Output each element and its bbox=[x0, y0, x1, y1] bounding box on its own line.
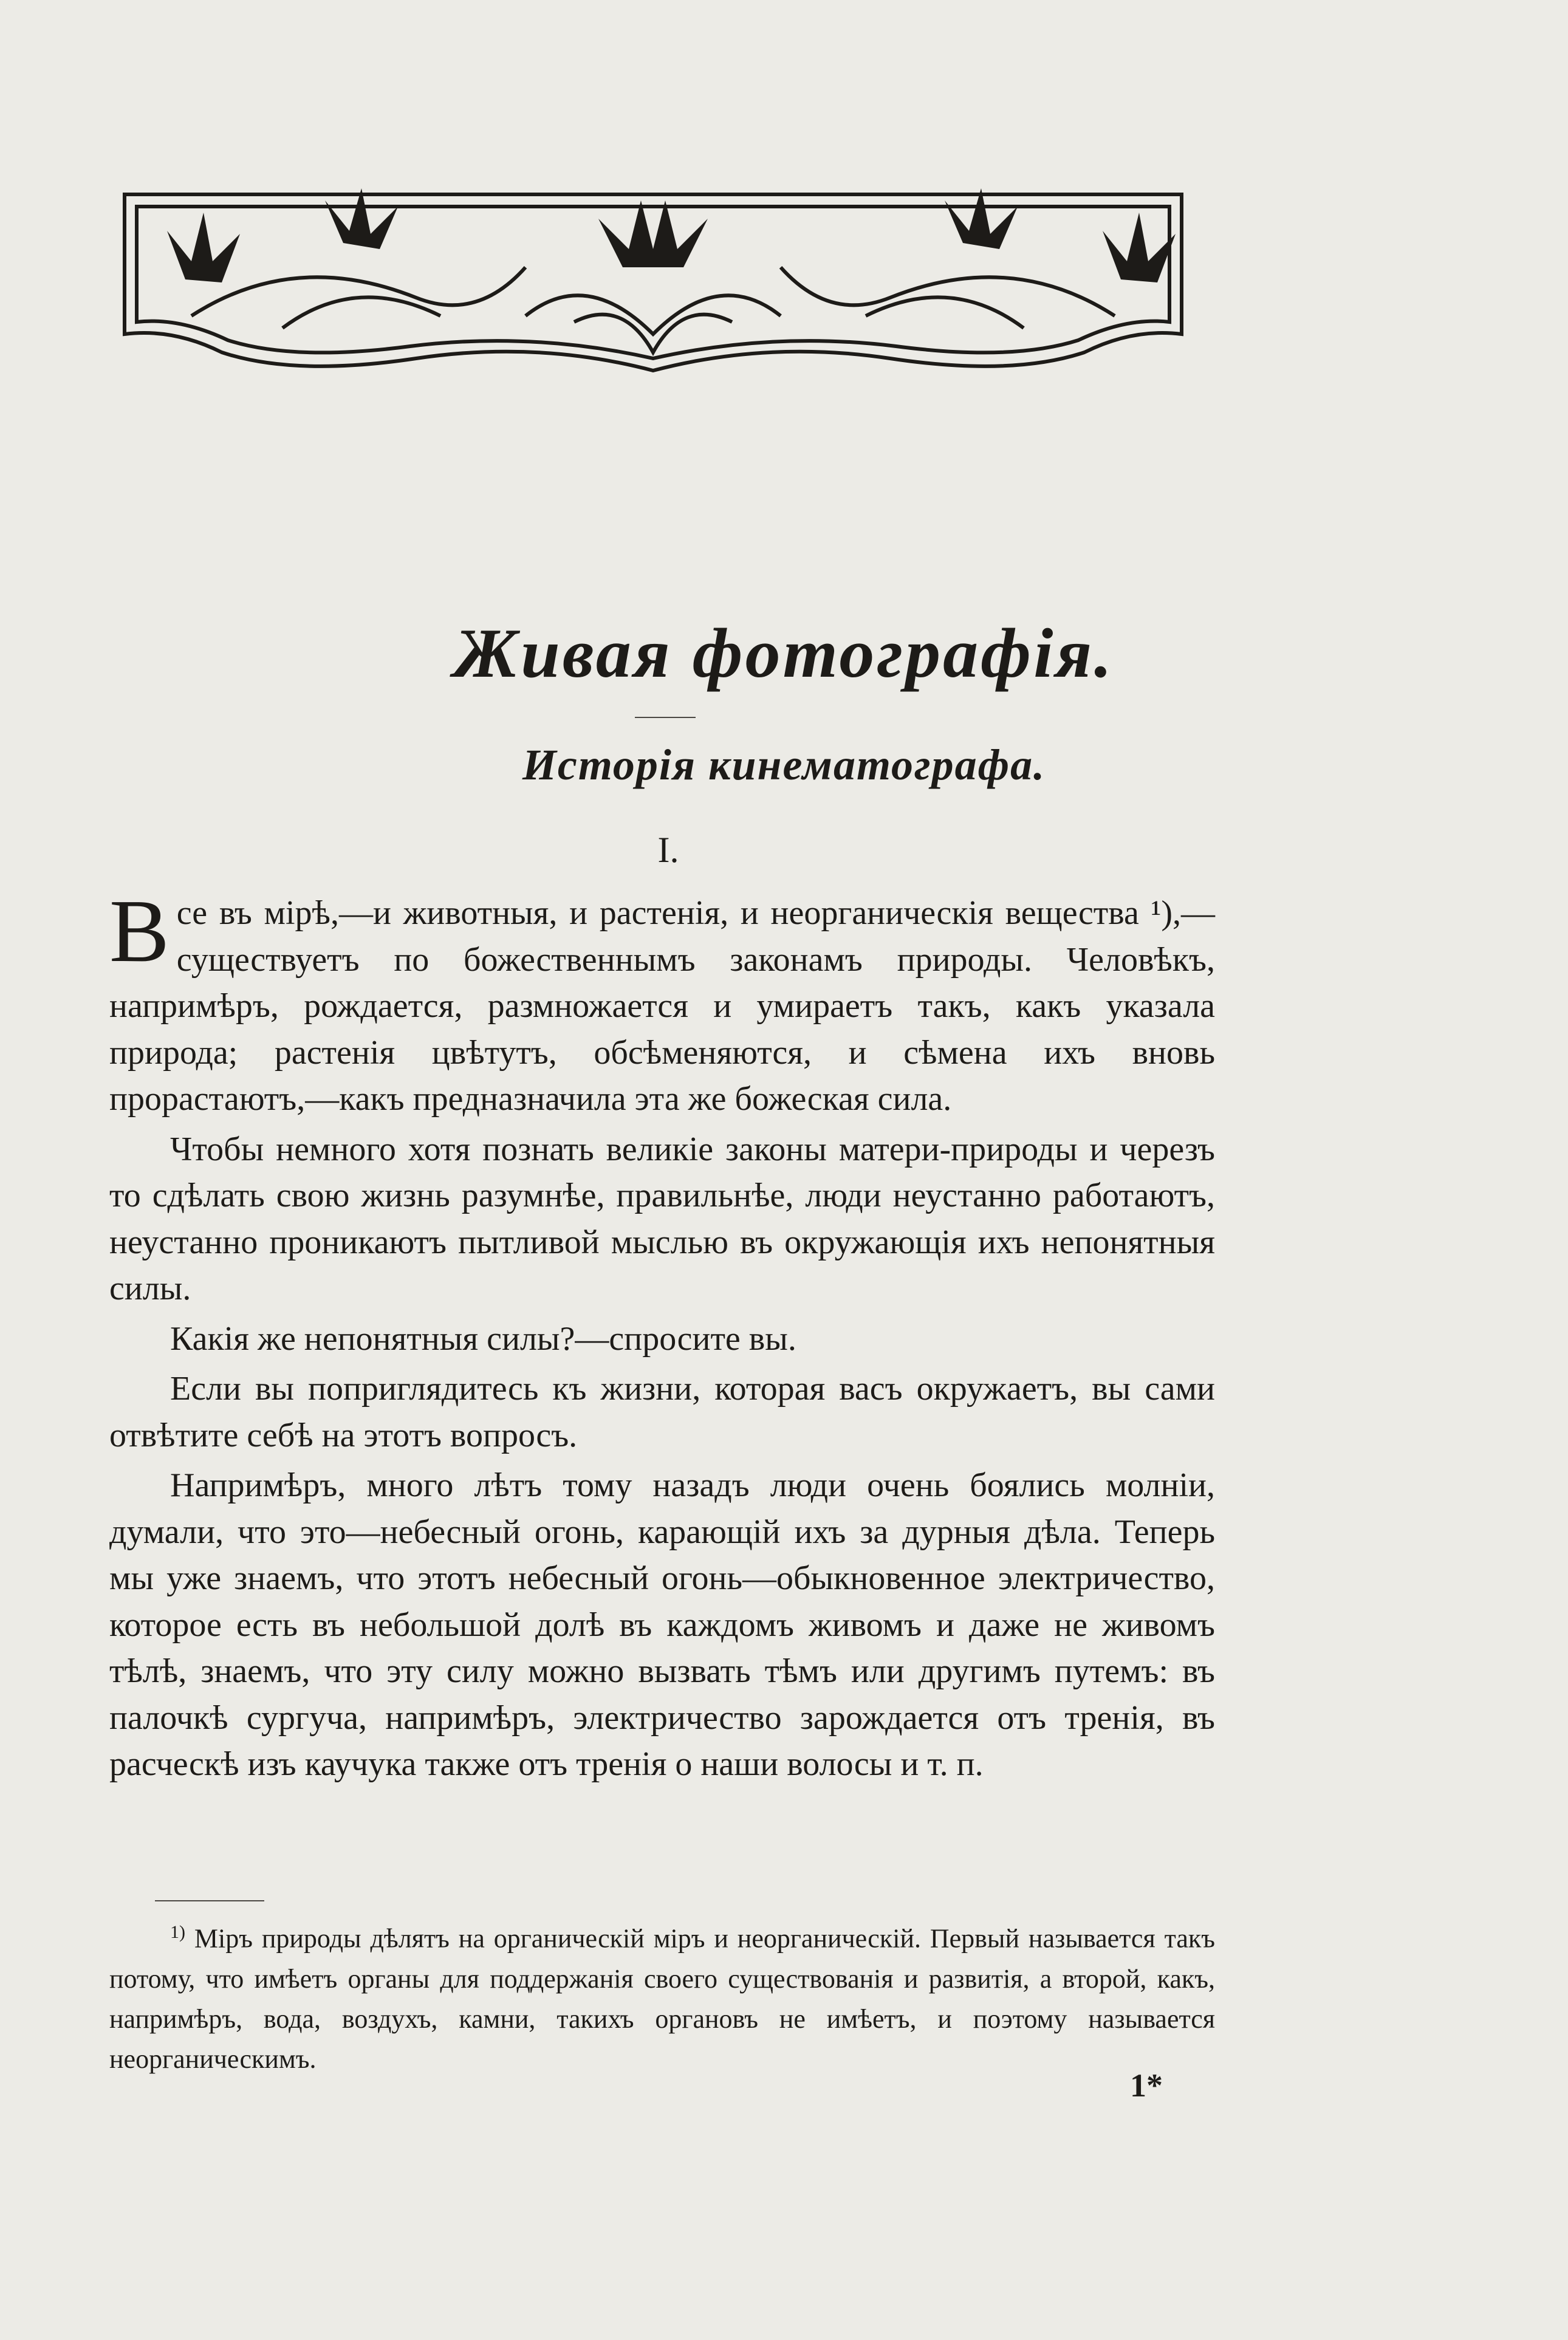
paragraph-3: Какія же непонятныя силы?—спросите вы. bbox=[170, 1319, 796, 1358]
page-title: Живая фотографія. bbox=[453, 615, 1115, 693]
floral-headpiece-ornament bbox=[100, 176, 1206, 383]
paragraph-2: Чтобы немного хотя познать великіе законы матери-природы и черезъ то сдѣлать свою жизнь разумнѣе, правильнѣе, люди неустанно работаютъ, неустанно проникаютъ пытливой мыслью въ окружающія ихъ непонятныя силы. bbox=[109, 1130, 1215, 1307]
paragraph-1-text: се въ мірѣ,—и животныя, и растенія, и неорганическія вещества ¹),—существуетъ по божественнымъ законамъ природы. Человѣкъ, напримѣръ, рождается, размножается и умираетъ такъ, какъ указала природа; растенія цвѣтутъ, обсѣменяются, и сѣмена ихъ вновь прорастаютъ,—какъ предназначила эта же божеская сила. bbox=[109, 894, 1215, 1118]
signature-mark: 1* bbox=[1130, 2067, 1163, 2104]
drop-cap: В bbox=[109, 881, 169, 981]
title-divider bbox=[635, 717, 696, 718]
chapter-number: I. bbox=[657, 830, 679, 870]
footnote-text: Міръ природы дѣлятъ на органическій міръ и неорганическій. Первый называется такъ потому, что имѣетъ органы для поддержанія своего существованія и развитія, а второй, какъ, напримѣръ, вода, воздухъ, камни, такихъ органовъ не имѣетъ, и поэтому называется неорганическимъ. bbox=[109, 1923, 1215, 2074]
footnote-marker: 1) bbox=[170, 1922, 185, 1942]
footnote bbox=[109, 1912, 1215, 2079]
paragraph-5: Напримѣръ, много лѣтъ тому назадъ люди очень боялись молніи, думали, что это—небесный огонь, карающій ихъ за дурныя дѣла. Теперь мы уже знаемъ, что этотъ небесный огонь—обыкновенное электричество, которое есть въ небольшой долѣ въ каждомъ живомъ и даже не живомъ тѣлѣ, знаемъ, что эту силу можно вызвать тѣмъ или другимъ путемъ: въ палочкѣ сургуча, напримѣръ, электричество зарождается отъ тренія, въ расческѣ изъ каучука также отъ тренія о наши волосы и т. п. bbox=[109, 1466, 1215, 1783]
paragraph-1 bbox=[109, 881, 1215, 1123]
body-text bbox=[109, 881, 1215, 1791]
paragraph-4: Если вы поприглядитесь къ жизни, которая васъ окружаетъ, вы сами отвѣтите себѣ на этотъ вопросъ. bbox=[109, 1370, 1215, 1454]
page-subtitle: Исторія кинематографа. bbox=[522, 741, 1046, 789]
footnote-divider bbox=[155, 1900, 264, 1901]
